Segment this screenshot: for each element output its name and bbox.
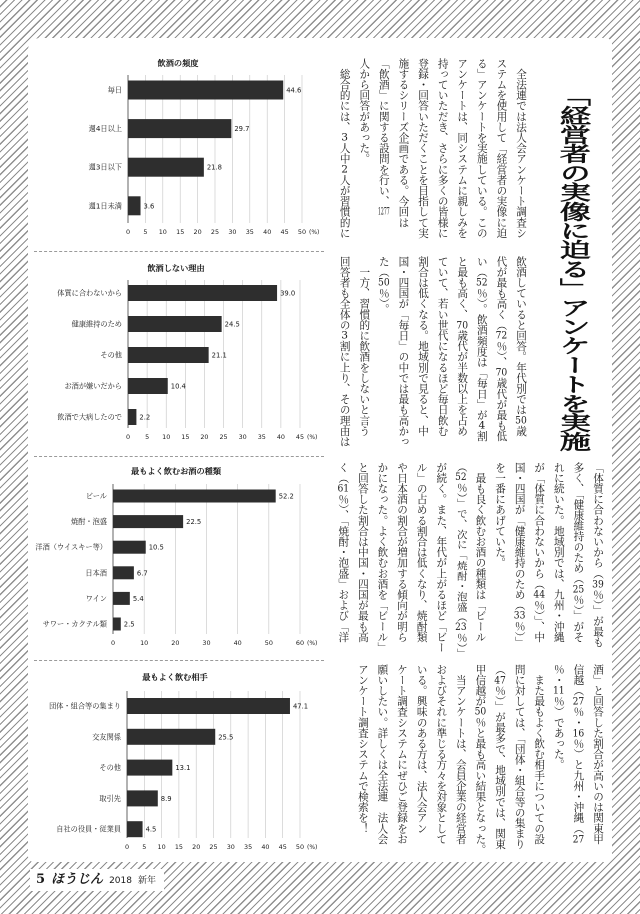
text-column: 信越（27％・16％）と九州・沖縄（27 bbox=[572, 664, 585, 845]
text-column: や日本酒の割合が増加する傾向が明ら bbox=[396, 462, 409, 643]
text-column: 総合的には、3人中2人が習慣的に bbox=[338, 58, 351, 239]
article-text-band bbox=[333, 462, 607, 658]
tick-label: 25 bbox=[219, 433, 228, 441]
chart-favorite-drink-type bbox=[35, 466, 317, 647]
tick-label: 20 bbox=[193, 228, 202, 236]
value-label: 5.4 bbox=[132, 594, 144, 603]
text-column: 「飲酒」に関する設問を行い、1277 bbox=[377, 58, 390, 217]
text-column: く（61％）、「焼酎・泡盛」および「洋 bbox=[337, 462, 350, 643]
issue-year: 2018 bbox=[109, 876, 132, 886]
upright-number: 50 bbox=[474, 706, 487, 717]
tick-label: 45 bbox=[278, 843, 287, 851]
category-label: 団体・組合等の集まり bbox=[49, 701, 121, 711]
tick-label: 5 bbox=[142, 843, 147, 851]
text-column: ケート調査システムにぜひご登録をお bbox=[396, 664, 409, 845]
upright-number: 3 bbox=[341, 132, 349, 143]
axis-unit-label: (%) bbox=[307, 844, 318, 851]
text-column: 国・四国が「毎日」の中では最も高かっ bbox=[397, 256, 410, 447]
value-label: 13.1 bbox=[175, 764, 191, 773]
text-column: 最も良く飲むお酒の種類は「ビール bbox=[474, 462, 487, 643]
bar bbox=[113, 490, 276, 503]
category-label: 健康維持のため bbox=[71, 319, 122, 329]
category-label: その他 bbox=[99, 763, 121, 773]
tick-label: 50 bbox=[295, 843, 305, 851]
value-label: 39.0 bbox=[280, 289, 296, 298]
category-label: サワー・カクテル類 bbox=[42, 619, 107, 629]
upright-number: 70 bbox=[456, 319, 469, 331]
tick-label: 40 bbox=[276, 433, 285, 441]
text-column: （52％）」で、次に「焼酎・泡盛（23％）」 bbox=[454, 462, 467, 659]
category-label: 週4日以上 bbox=[88, 124, 122, 134]
chart-title: 最もよく飲む相手 bbox=[142, 672, 208, 682]
bar bbox=[128, 158, 204, 177]
text-column: ステムを使用して「経営者の実像に迫 bbox=[495, 58, 508, 239]
bar bbox=[127, 698, 290, 714]
category-label: ビール bbox=[85, 491, 107, 501]
tick-label: 40 bbox=[233, 639, 242, 647]
text-column: 当アンケートは、会員企業の経営者 bbox=[454, 664, 467, 845]
category-label: 体質に合わないから bbox=[57, 288, 122, 298]
text-column: およびそれに準じる方々を対象として bbox=[435, 664, 448, 845]
upright-number: 39 bbox=[592, 578, 604, 590]
tick-label: 0 bbox=[110, 639, 116, 647]
upright-number: 27 bbox=[572, 833, 585, 845]
value-label: 25.5 bbox=[218, 733, 234, 742]
tick-label: 30 bbox=[226, 843, 235, 851]
bar bbox=[128, 316, 222, 332]
chart-title: 飲酒の頻度 bbox=[157, 58, 199, 68]
page-footer bbox=[30, 869, 164, 891]
text-column: を一番にあげていた。 bbox=[494, 462, 507, 568]
text-column: 飲酒していると回答。年代別では50歳 bbox=[515, 256, 527, 437]
tick-label: 10 bbox=[157, 843, 166, 851]
text-column: 回答者も全体の3割に上り、その理由は bbox=[338, 256, 351, 447]
upright-number: 52 bbox=[455, 472, 467, 483]
tick-label: 25 bbox=[209, 843, 218, 851]
tick-label: 20 bbox=[171, 639, 180, 647]
category-label: 自社の役員・従業員 bbox=[56, 824, 121, 834]
bar bbox=[113, 515, 183, 528]
upright-number: 33 bbox=[513, 610, 526, 621]
tick-label: 60 bbox=[295, 639, 305, 647]
tick-label: 5 bbox=[143, 228, 148, 236]
text-column: アンケート調査システムで検索を！ bbox=[356, 664, 369, 834]
category-label: お酒が嫌いだから bbox=[64, 381, 122, 391]
bar bbox=[127, 790, 158, 806]
value-label: 21.8 bbox=[206, 163, 223, 172]
bar bbox=[128, 81, 283, 100]
bar bbox=[128, 378, 168, 394]
article-text-band bbox=[334, 256, 530, 452]
upright-number: 50 bbox=[515, 415, 527, 426]
text-column: 問に対しては、「団体・組合等の集まり bbox=[513, 664, 526, 850]
text-column: が続く。また、年代が上がるほど「ビー bbox=[435, 462, 448, 653]
text-column: い（52％）。飲酒頻度は「毎日」が4割 bbox=[475, 256, 488, 442]
value-label: 4.5 bbox=[145, 825, 157, 834]
tick-label: 25 bbox=[210, 228, 220, 236]
category-label: 日本酒 bbox=[85, 568, 107, 578]
tick-label: 45 bbox=[295, 433, 305, 441]
tick-label: 0 bbox=[125, 228, 131, 236]
upright-number: 27 bbox=[572, 695, 585, 707]
tick-label: 15 bbox=[181, 433, 190, 441]
value-label: 29.7 bbox=[234, 125, 250, 134]
tick-label: 10 bbox=[162, 433, 171, 441]
text-column: アンケートは、同システムに親しみを bbox=[456, 58, 469, 239]
text-column: た（50％）。 bbox=[377, 256, 390, 315]
chart-title: 飲酒しない理由 bbox=[147, 263, 205, 273]
issue-name: 新年 bbox=[137, 876, 156, 886]
tick-label: 10 bbox=[140, 639, 149, 647]
chart-drinking-frequency bbox=[89, 58, 320, 236]
value-label: 3.6 bbox=[143, 202, 155, 211]
value-label: 21.1 bbox=[211, 351, 227, 360]
tick-label: 35 bbox=[245, 228, 254, 236]
upright-number: 70 bbox=[495, 367, 508, 378]
chart-title: 最もよく飲むお酒の種類 bbox=[130, 466, 222, 476]
bar bbox=[113, 541, 146, 554]
upright-number: 47 bbox=[494, 674, 506, 686]
text-column: 全法連では法人会アンケート調査シ bbox=[515, 58, 527, 239]
value-label: 10.4 bbox=[170, 382, 186, 391]
upright-number: 16 bbox=[572, 727, 585, 739]
value-label: 24.5 bbox=[224, 320, 240, 329]
category-label: 交友関係 bbox=[92, 732, 121, 742]
axis-unit-label: (%) bbox=[307, 434, 318, 441]
bar bbox=[127, 821, 143, 837]
text-column: 登録・回答いただくことを目指して実 bbox=[417, 58, 430, 239]
text-column: 願いしたい。詳しくは全法連 法人会 bbox=[376, 664, 389, 845]
article-text-band bbox=[352, 664, 607, 860]
text-column: ル」の占める割合は低くなり、焼酎類 bbox=[415, 462, 428, 643]
bar bbox=[128, 119, 231, 138]
tick-label: 5 bbox=[145, 433, 150, 441]
text-column: （47％）」が最多で、地域別では、関東 bbox=[494, 664, 507, 850]
value-label: 22.5 bbox=[186, 518, 202, 527]
tick-label: 45 bbox=[280, 228, 289, 236]
bar bbox=[128, 285, 277, 301]
category-label: その他 bbox=[100, 350, 122, 360]
text-column: 「体質に合わないから（39％）」が最も bbox=[592, 462, 604, 648]
value-label: 47.1 bbox=[292, 702, 309, 711]
bar bbox=[113, 592, 130, 605]
bar bbox=[128, 347, 209, 363]
category-label: 洋酒（ウイスキー等） bbox=[35, 542, 107, 552]
tick-label: 40 bbox=[263, 228, 272, 236]
tick-label: 40 bbox=[261, 843, 270, 851]
value-label: 2.5 bbox=[123, 620, 135, 629]
tick-label: 50 bbox=[264, 639, 273, 647]
tick-label: 30 bbox=[238, 433, 247, 441]
category-label: 焼酎・泡盛 bbox=[71, 517, 107, 527]
upright-number: 23 bbox=[455, 622, 467, 633]
bar bbox=[113, 566, 134, 579]
value-label: 44.6 bbox=[286, 86, 302, 95]
text-column: 多く、「健康維持のため（25％）」がそ bbox=[572, 462, 585, 643]
article-heading: 「経営者の実像に迫る」アンケートを実施 bbox=[554, 86, 592, 451]
text-column: ％・11％）であった。 bbox=[552, 664, 565, 770]
upright-number: 50 bbox=[378, 277, 390, 288]
upright-number: 61 bbox=[337, 483, 350, 494]
bar bbox=[113, 618, 121, 631]
tick-label: 35 bbox=[244, 843, 253, 851]
tick-label: 15 bbox=[176, 228, 185, 236]
tick-label: 0 bbox=[125, 433, 131, 441]
category-label: 週1日未満 bbox=[88, 201, 122, 211]
tick-label: 35 bbox=[257, 433, 266, 441]
tick-label: 20 bbox=[200, 433, 209, 441]
text-column: 持っていただき、さらに多くの皆様に bbox=[436, 58, 449, 239]
value-label: 8.9 bbox=[160, 794, 172, 803]
category-label: ワイン bbox=[85, 593, 107, 603]
upright-number: 72 bbox=[495, 330, 508, 341]
bar bbox=[128, 196, 141, 215]
upright-number: 3 bbox=[341, 330, 349, 341]
text-column: と最も高く、70歳代が半数以上を占め bbox=[456, 256, 469, 437]
article-text-band bbox=[334, 58, 530, 254]
upright-number: 44 bbox=[533, 589, 546, 600]
text-column: が「体質に合わないから（44％）」、中 bbox=[533, 462, 546, 643]
bar bbox=[127, 729, 215, 745]
text-column: また最もよく飲む相手についての設 bbox=[533, 664, 546, 845]
tick-label: 30 bbox=[228, 228, 237, 236]
bar bbox=[127, 760, 172, 776]
axis-unit-label: (%) bbox=[309, 229, 320, 236]
chart-drinking-companions bbox=[49, 672, 317, 851]
tick-label: 0 bbox=[124, 843, 130, 851]
text-column: かになった。よく飲むお酒を「ビール」 bbox=[376, 462, 389, 653]
category-label: 飲酒で大病したので bbox=[57, 412, 122, 422]
text-column: れに続いた。地域別では、九州・沖縄 bbox=[552, 462, 565, 643]
upright-number: 1277 bbox=[378, 206, 390, 217]
upright-number: 11 bbox=[552, 685, 565, 696]
text-column: 甲信越が50％と最も高い結果となった。 bbox=[474, 664, 487, 855]
text-column: 人から回答があった。 bbox=[358, 58, 371, 164]
value-label: 2.2 bbox=[139, 413, 151, 422]
text-column: と回答した割合は中国・四国が最も高 bbox=[356, 462, 369, 643]
upright-number: 52 bbox=[475, 277, 488, 288]
category-label: 毎日 bbox=[107, 85, 122, 95]
upright-number: 4 bbox=[478, 420, 486, 431]
text-column: 酒」と回答した割合が高いのは関東甲 bbox=[592, 664, 604, 845]
text-column: いる。興味のある方は、法人会アン bbox=[415, 664, 428, 834]
bar bbox=[128, 409, 136, 425]
axis-unit-label: (%) bbox=[307, 640, 318, 647]
value-label: 6.7 bbox=[136, 569, 148, 578]
text-column: 一方、習慣的に飲酒をしないと言う bbox=[358, 256, 371, 437]
value-label: 52.2 bbox=[278, 492, 294, 501]
upright-number: 2 bbox=[341, 164, 349, 175]
magazine-logo: ほうじん bbox=[51, 872, 104, 887]
tick-label: 30 bbox=[202, 639, 211, 647]
tick-label: 10 bbox=[158, 228, 167, 236]
text-column: 施するシリーズ企画である。今回は bbox=[397, 58, 410, 228]
text-column: る」アンケートを実施している。この bbox=[475, 58, 488, 239]
tick-label: 50 bbox=[297, 228, 307, 236]
category-label: 週3日以下 bbox=[88, 162, 122, 172]
text-column: 割合は低くなる。地域別で見ると、中 bbox=[417, 256, 430, 437]
text-column: 国・四国が「健康維持のため（33％）」 bbox=[513, 462, 526, 648]
category-label: 取引先 bbox=[99, 793, 121, 803]
page-number: 5 bbox=[36, 872, 46, 887]
tick-label: 15 bbox=[174, 843, 183, 851]
upright-number: 25 bbox=[572, 583, 585, 595]
tick-label: 20 bbox=[192, 843, 201, 851]
text-column: 代が最も高く（72％）、70歳代が最も低 bbox=[495, 256, 508, 442]
chart-reasons-not-drinking bbox=[57, 263, 317, 441]
text-column: ていて、若い世代になるほど毎日飲む bbox=[436, 256, 449, 437]
value-label: 10.5 bbox=[148, 543, 164, 552]
